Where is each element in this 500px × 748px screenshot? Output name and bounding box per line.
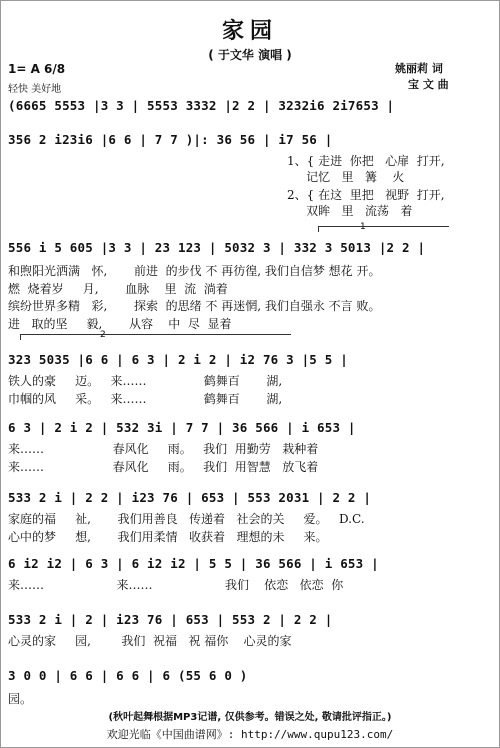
verse1-lyric-a: 1、{ 走进 你把 心扉 打开, — [287, 154, 445, 168]
lyric-line-3a: 和煦阳光洒满 怀, 前进 的步伐 不 再彷徨, 我们自信梦 想花 开。 — [8, 264, 381, 278]
key-signature: 1= A 6/8 — [8, 62, 66, 76]
composer-credit: 宝 文 曲 — [408, 78, 449, 91]
tempo-marking: 轻快 美好地 — [8, 84, 62, 95]
lyric-line-4b: 巾帼的风 采。 来…… 鹤舞百 湖, — [8, 392, 283, 406]
lyric-line-5b: 来…… 春风化 雨。 我们 用智慧 放飞着 — [8, 460, 319, 474]
verse1-lyric-b: 记忆 里 篝 火 — [287, 170, 405, 184]
lyric-line-6b: 心中的梦 想, 我们用柔情 收获着 理想的未 来。 — [8, 530, 328, 544]
volta-label-2: 2 — [100, 330, 106, 340]
singer-credit: ( 于文华 演唱 ) — [208, 48, 292, 62]
notation-line-3: 556 i 5 605 |3 3 | 23 123 | 5032 3 | 332 3 5013 |2 2 | — [8, 240, 426, 255]
notation-line-5: 6 3 | 2 i 2 | 532 3i | 7 7 | 36 566 | i 653 | — [8, 420, 356, 435]
lyric-line-9a: 园。 — [8, 692, 33, 706]
lyric-line-4a: 铁人的豪 迈。 来…… 鹤舞百 湖, — [8, 374, 283, 388]
notation-line-4: 323 5035 |6 6 | 6 3 | 2 i 2 | i2 76 3 |5 5 | — [8, 352, 348, 367]
notation-line-7: 6 i2 i2 | 6 3 | 6 i2 i2 | 5 5 | 36 566 | i 653 | — [8, 556, 379, 571]
notation-line-9: 3 0 0 | 6 6 | 6 6 | 6 (55 6 0 ) — [8, 668, 248, 683]
transcription-note: (秋叶起舞根据MP3记谱, 仅供参考。错误之处, 敬请批评指正。) — [108, 712, 392, 723]
notation-line-2: 356 2 i23i6 |6 6 | 7 7 )|: 36 56 | i7 56 | — [8, 132, 333, 147]
lyric-line-8a: 心灵的家 园, 我们 祝福 祝 福你 心灵的家 — [8, 634, 292, 648]
lyric-line-3d: 进 取的坚 毅, 从容 中 尽 显着 — [8, 317, 232, 331]
volta-bracket-1 — [318, 226, 449, 232]
lyric-line-6a: 家庭的福 祉, 我们用善良 传递着 社会的关 爱。 D.C. — [8, 512, 365, 526]
lyric-line-3b: 燃 烧着岁 月, 血脉 里 流 淌着 — [8, 282, 228, 296]
song-title: 家园 — [221, 18, 278, 44]
volta-label-1: 1 — [360, 222, 366, 232]
verse2-lyric-a: 2、{ 在这 里把 视野 打开, — [287, 188, 445, 202]
lyric-line-7a: 来…… 来…… 我们 依恋 依恋 你 — [8, 578, 344, 592]
lyric-line-3c: 缤纷世界多精 彩, 探索 的思绪 不 再迷惘, 我们自强永 不言 败。 — [8, 299, 381, 313]
notation-line-1: (6665 5553 |3 3 | 5553 3332 |2 2 | 3232i6 2i7653 | — [8, 98, 395, 113]
volta-bracket-2 — [20, 334, 291, 340]
notation-line-6: 533 2 i | 2 2 | i23 76 | 653 | 553 2031 | 2 2 | — [8, 490, 372, 505]
verse2-lyric-b: 双眸 里 流荡 着 — [287, 204, 413, 218]
notation-line-8: 533 2 i | 2 | i23 76 | 653 | 553 2 | 2 2 | — [8, 612, 333, 627]
lyric-line-5a: 来…… 春风化 雨。 我们 用勤劳 栽种着 — [8, 442, 319, 456]
lyricist-credit: 姚丽莉 词 — [395, 62, 443, 75]
website-credit: 欢迎光临《中国曲谱网》: http://www.qupu123.com/ — [106, 728, 394, 741]
